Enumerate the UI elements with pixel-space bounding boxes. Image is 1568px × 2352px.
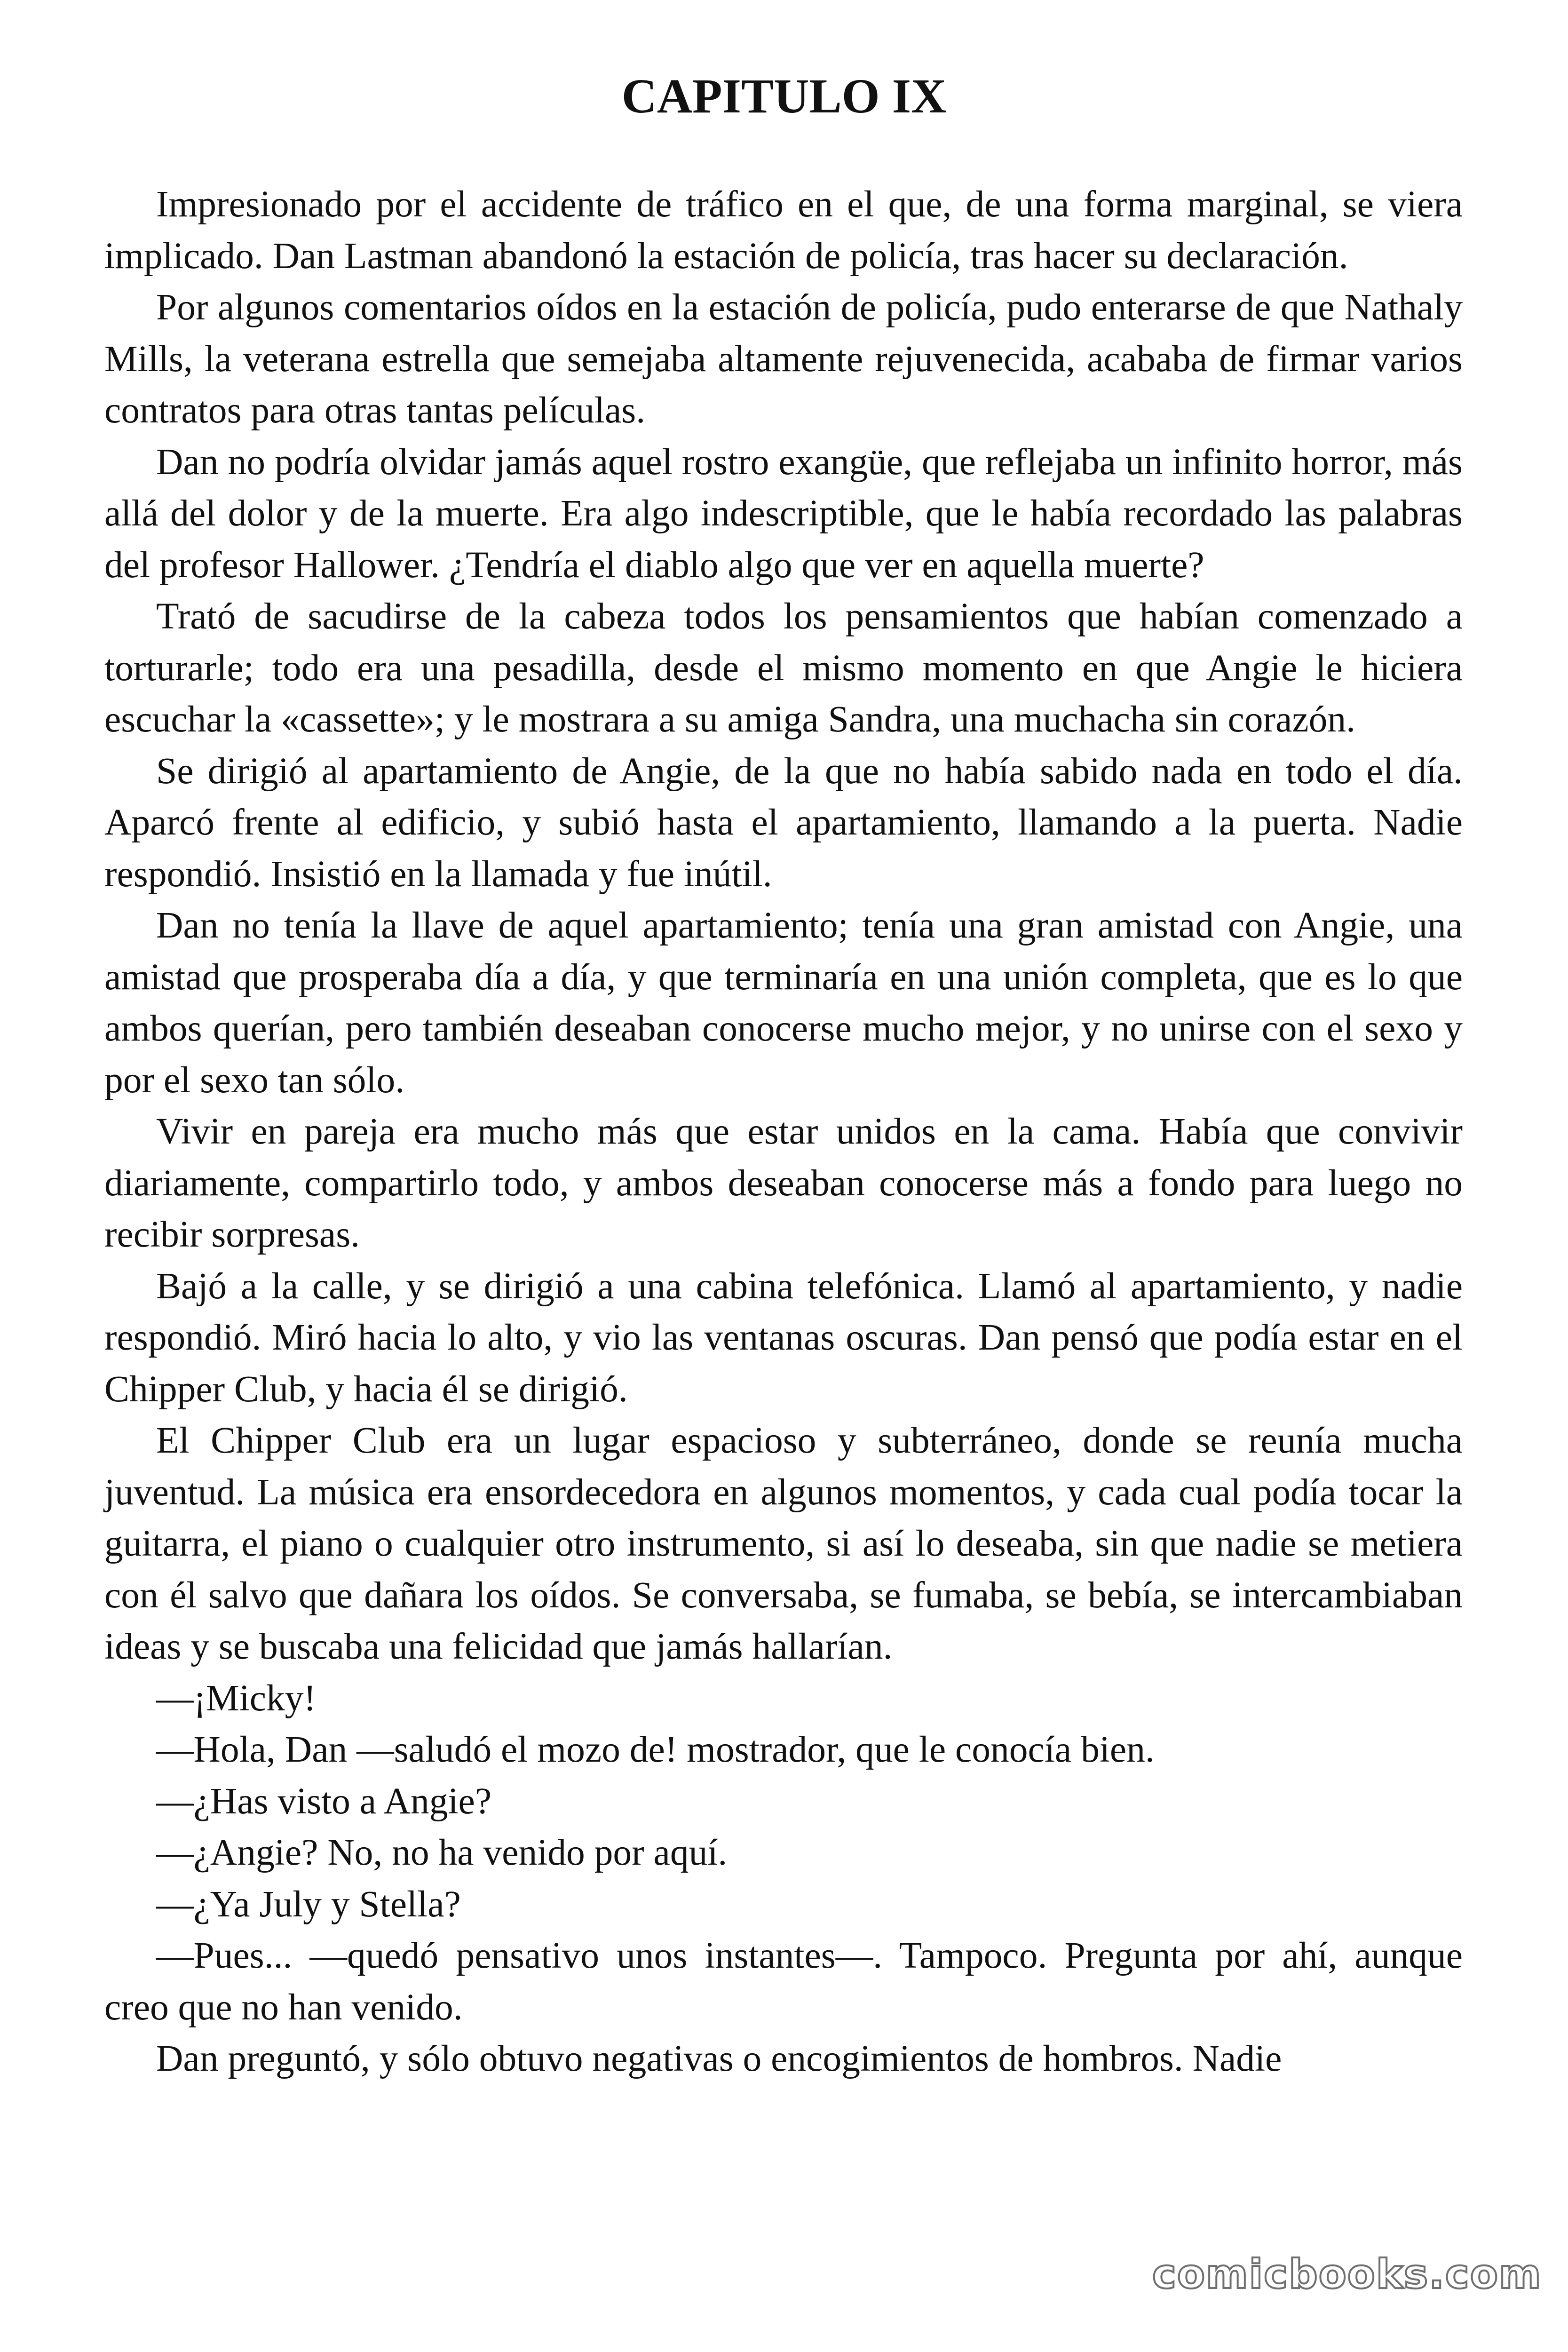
- dialogue-line-3: —¿Has visto a Angie?: [156, 1780, 492, 1822]
- watermark-logo: comicbooks.com: [1152, 2251, 1542, 2298]
- paragraph-6: Dan no tenía la llave de aquel apartamiento; tenía una gran amistad con Angie, una amistad que prosperaba día a día, y que terminaría en una unión completa, que es lo que ambos querían, pero también deseaban conocerse mucho mejor, y no unirse con el sexo y por el sexo tan sólo.: [104, 905, 1463, 1101]
- paragraph-7: Vivir en pareja era mucho más que estar unidos en la cama. Había que convivir diariamente, compartirlo todo, y ambos deseaban conocerse más a fondo para luego no recibir sorpresas.: [104, 1111, 1463, 1255]
- chapter-body: [104, 179, 1463, 2085]
- paragraph-3: Dan no podría olvidar jamás aquel rostro exangüe, que reflejaba un infinito horror, más allá del dolor y de la muerte. Era algo indescriptible, que le había recordado las palabras del profesor Hallower. ¿Tendría el diablo algo que ver en aquella muerte?: [104, 441, 1463, 586]
- paragraph-9: El Chipper Club era un lugar espacioso y subterráneo, donde se reunía mucha juventud. La música era ensordecedora en algunos momentos, y cada cual podía tocar la guitarra, el piano o cualquier otro instrumento, si así lo deseaba, sin que nadie se metiera con él salvo que dañara los oídos. Se conversaba, se fumaba, se bebía, se intercambiaban ideas y se buscaba una felicidad que jamás hallarían.: [104, 1420, 1463, 1667]
- paragraph-5: Se dirigió al apartamiento de Angie, de la que no había sabido nada en todo el día. Aparcó frente al edificio, y subió hasta el apartamiento, llamando a la puerta. Nadie respondió. Insistió en la llamada y fue inútil.: [104, 750, 1463, 895]
- paragraph-4: Trató de sacudirse de la cabeza todos los pensamientos que habían comenzado a torturarle; todo era una pesadilla, desde el mismo momento en que Angie le hiciera escuchar la «cassette»; y le mostrara a su amiga Sandra, una muchacha sin corazón.: [104, 596, 1463, 740]
- paragraph-1: Impresionado por el accidente de tráfico en el que, de una forma marginal, se viera implicado. Dan Lastman abandonó la estación de policía, tras hacer su declaración.: [104, 183, 1463, 277]
- paragraph-8: Bajó a la calle, y se dirigió a una cabina telefónica. Llamó al apartamiento, y nadie respondió. Miró hacia lo alto, y vio las ventanas oscuras. Dan pensó que podía estar en el Chipper Club, y hacia él se dirigió.: [104, 1265, 1463, 1410]
- dialogue-line-4: —¿Angie? No, no ha venido por aquí.: [156, 1832, 728, 1873]
- dialogue-line-5: —¿Ya July y Stella?: [156, 1883, 461, 1925]
- paragraph-final: Dan preguntó, y sólo obtuvo negativas o encogimientos de hombros. Nadie: [156, 2038, 1282, 2079]
- chapter-title: CAPITULO IX: [621, 69, 947, 123]
- dialogue-line-6: —Pues... —quedó pensativo unos instantes—. Tampoco. Pregunta por ahí, aunque creo que no han venido.: [104, 1935, 1463, 2028]
- dialogue-line-1: —¡Micky!: [156, 1677, 317, 1719]
- dialogue-line-2: —Hola, Dan —saludó el mozo de! mostrador, que le conocía bien.: [156, 1729, 1155, 1770]
- paragraph-2: Por algunos comentarios oídos en la estación de policía, pudo enterarse de que Nathaly Mills, la veterana estrella que semejaba altamente rejuvenecida, acababa de firmar varios contratos para otras tantas películas.: [104, 286, 1463, 431]
